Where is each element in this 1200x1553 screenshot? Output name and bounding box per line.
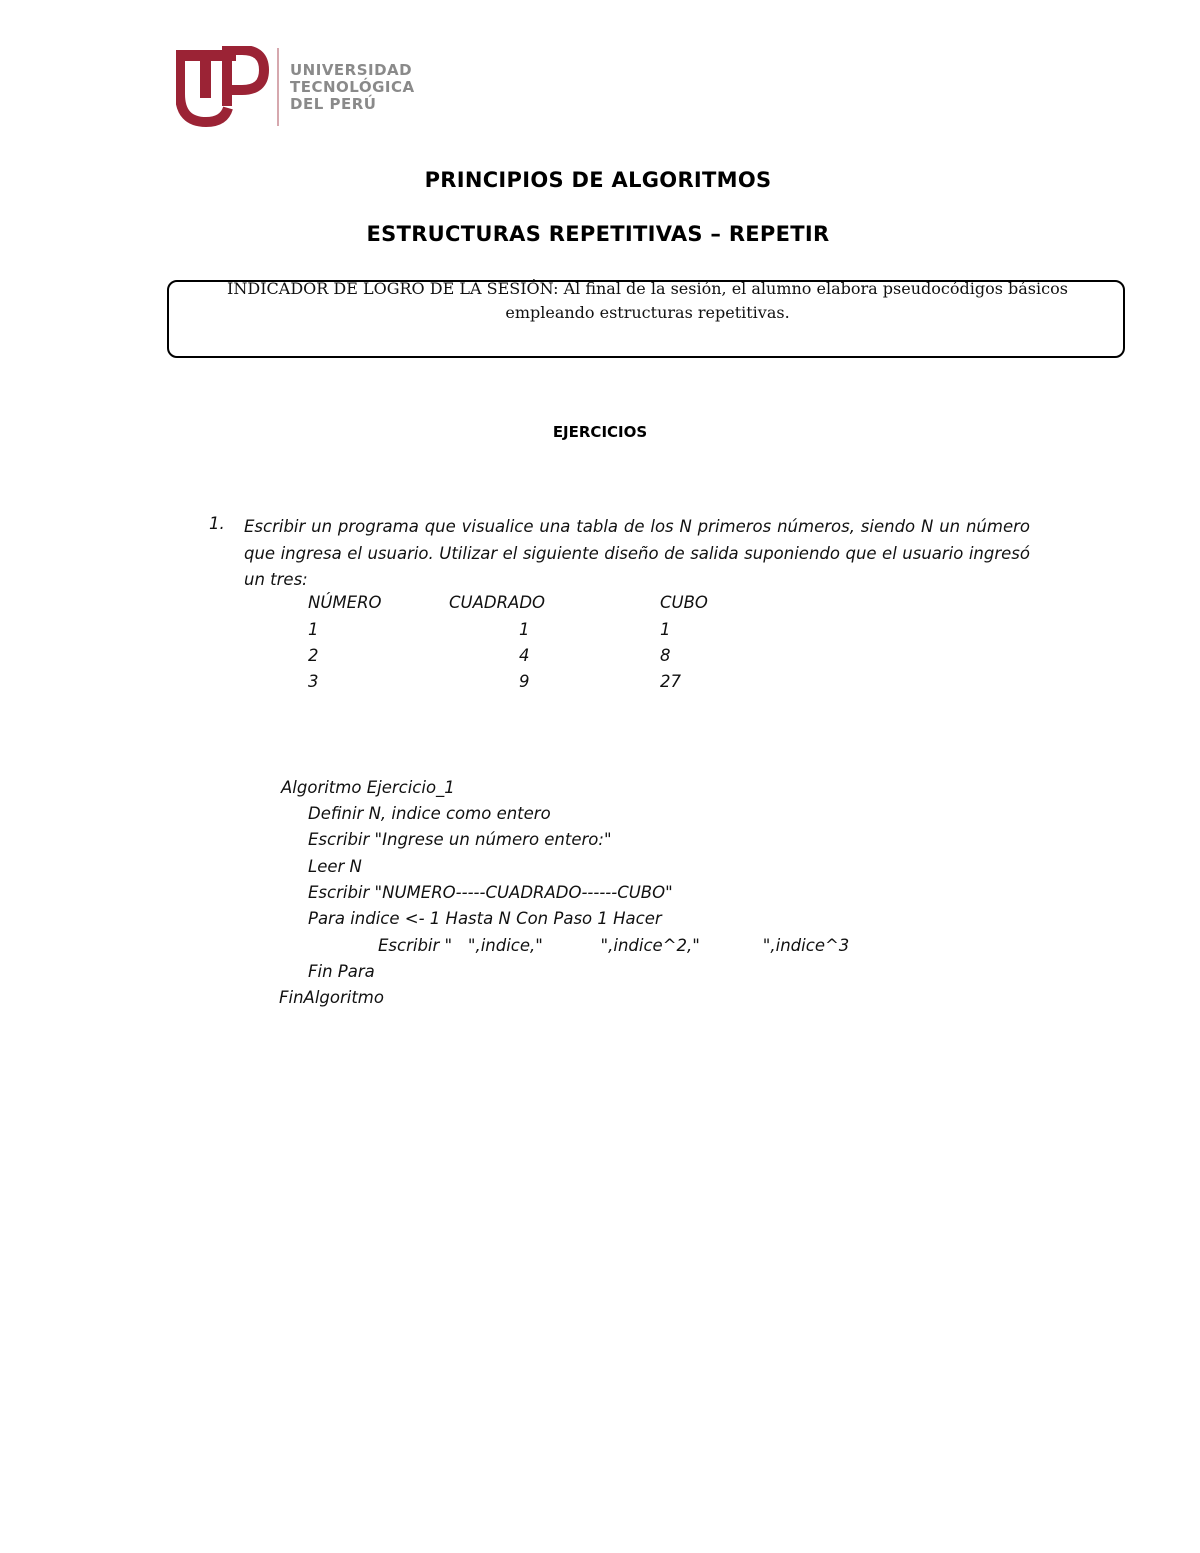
table-cell: 1 [308,620,319,639]
indicator-text: INDICADOR DE LOGRO DE LA SESIÓN: Al final de la sesión, el alumno elabora pseudocódigos básicos empleando estructuras repetitivas. [227,279,1068,322]
code-line: Fin Para [308,962,375,981]
logo-line-3: DEL PERÚ [290,95,377,113]
code-line: Escribir " ",indice," ",indice^2," ",indice^3 [378,936,850,955]
table-cell: 4 [519,646,530,665]
table-cell: 2 [308,646,319,665]
code-line: Definir N, indice como entero [308,804,551,823]
table-header-numero: NÚMERO [308,593,382,612]
logo-line-1: UNIVERSIDAD [290,61,413,79]
logo-line-2: TECNOLÓGICA [290,78,415,96]
code-line: Para indice <- 1 Hasta N Con Paso 1 Hacer [308,909,662,928]
code-line: Escribir "NUMERO-----CUADRADO------CUBO" [308,883,673,902]
exercise-statement: Escribir un programa que visualice una tabla de los N primeros números, siendo N un número que ingresa el usuario. Utilizar el siguiente diseño de salida suponiendo que el usuario ingresó un tres: [244,517,1030,589]
table-cell: 1 [519,620,530,639]
code-line: Algoritmo Ejercicio_1 [281,778,455,797]
utp-logo-icon [176,46,276,128]
table-cell: 27 [660,672,681,691]
section-heading: EJERCICIOS [552,423,648,441]
table-cell: 1 [660,620,671,639]
code-line: Escribir "Ingrese un número entero:" [308,830,612,849]
table-header-cuadrado: CUADRADO [449,593,546,612]
table-header-cubo: CUBO [660,593,708,612]
table-cell: 8 [660,646,671,665]
course-title: PRINCIPIOS DE ALGORITMOS [424,168,772,192]
topic-title: ESTRUCTURAS REPETITIVAS – REPETIR [366,222,830,246]
exercise-number: 1. [209,514,225,533]
logo-divider [277,48,279,126]
university-name [290,62,415,113]
table-cell: 9 [519,672,530,691]
code-line: Leer N [308,857,362,876]
table-cell: 3 [308,672,319,691]
code-line: FinAlgoritmo [279,988,384,1007]
